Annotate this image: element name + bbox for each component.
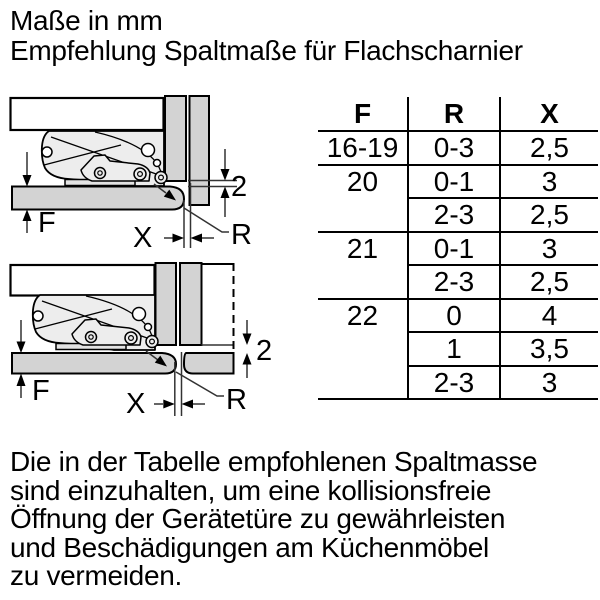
cell-x: 4 xyxy=(500,299,598,333)
hinge-1 xyxy=(42,131,167,186)
table-row xyxy=(318,131,598,165)
diagram-1-flush-panel xyxy=(11,96,252,254)
diagram-2-offset-panel xyxy=(11,263,273,420)
cell-r: 0 xyxy=(408,299,500,333)
table-header-row xyxy=(318,97,598,131)
note-line: und Beschädigungen am Küchenmöbel xyxy=(10,531,489,563)
dim-label-x-d2: X xyxy=(126,388,146,420)
appliance-body-1 xyxy=(11,98,164,130)
dim-label-r-d1: R xyxy=(231,219,252,251)
cell-x: 2,5 xyxy=(500,131,598,165)
appliance-door-2 xyxy=(156,263,177,345)
dim-label-f-d2: F xyxy=(32,375,50,407)
cell-r: 2-3 xyxy=(408,265,500,299)
units-note: Maße in mm xyxy=(10,5,163,36)
dim-label-r-d2: R xyxy=(226,384,247,416)
page-title xyxy=(10,6,523,66)
cell-r: 0-1 xyxy=(408,165,500,199)
col-header-f: F xyxy=(318,97,408,131)
dim-label-2-d1: 2 xyxy=(231,171,248,203)
dim-label-f-d1: F xyxy=(38,207,56,239)
dimension-gap-2-d2 xyxy=(243,320,273,378)
table-row xyxy=(318,299,598,333)
footer-note xyxy=(10,448,585,591)
cell-r: 2-3 xyxy=(408,198,500,232)
col-header-r: R xyxy=(408,97,500,131)
appliance-door-1 xyxy=(165,96,186,181)
furniture-panel-right-2 xyxy=(184,353,234,374)
cell-r: 0-3 xyxy=(408,131,500,165)
cell-f: 16-19 xyxy=(318,131,408,165)
cell-x: 3,5 xyxy=(500,332,598,366)
dim-label-x-d1: X xyxy=(133,222,153,254)
hinge-diagrams xyxy=(0,85,320,425)
furniture-front-1 xyxy=(190,96,210,205)
cell-x: 3 xyxy=(500,232,598,266)
cell-f: 22 xyxy=(318,299,408,400)
cell-r: 2-3 xyxy=(408,366,500,400)
note-line: Öffnung der Gerätetüre zu gewährleisten xyxy=(10,503,506,534)
dim-label-2-d2: 2 xyxy=(256,335,273,367)
table-row xyxy=(318,232,598,266)
note-line: Die in der Tabelle empfohlenen Spaltmasse xyxy=(10,446,538,477)
cell-x: 3 xyxy=(500,366,598,400)
cell-f: 20 xyxy=(318,165,408,232)
hinge-2 xyxy=(33,295,158,350)
col-header-x: X xyxy=(500,97,598,131)
furniture-front-2 xyxy=(180,263,202,345)
note-line: zu vermeiden. xyxy=(10,560,182,591)
cell-x: 2,5 xyxy=(500,265,598,299)
cell-x: 2,5 xyxy=(500,198,598,232)
furniture-panel-left-2 xyxy=(12,353,176,374)
appliance-body-2 xyxy=(11,265,155,296)
note-line: sind einzuhalten, um eine kollisionsfreie xyxy=(10,474,492,506)
cell-f: 21 xyxy=(318,232,408,299)
subtitle: Empfehlung Spaltmaße für Flachscharnier xyxy=(10,35,523,66)
cell-r: 0-1 xyxy=(408,232,500,266)
table-row xyxy=(318,165,598,199)
cell-x: 3 xyxy=(500,165,598,199)
gap-spec-table xyxy=(318,97,598,400)
cell-r: 1 xyxy=(408,332,500,366)
